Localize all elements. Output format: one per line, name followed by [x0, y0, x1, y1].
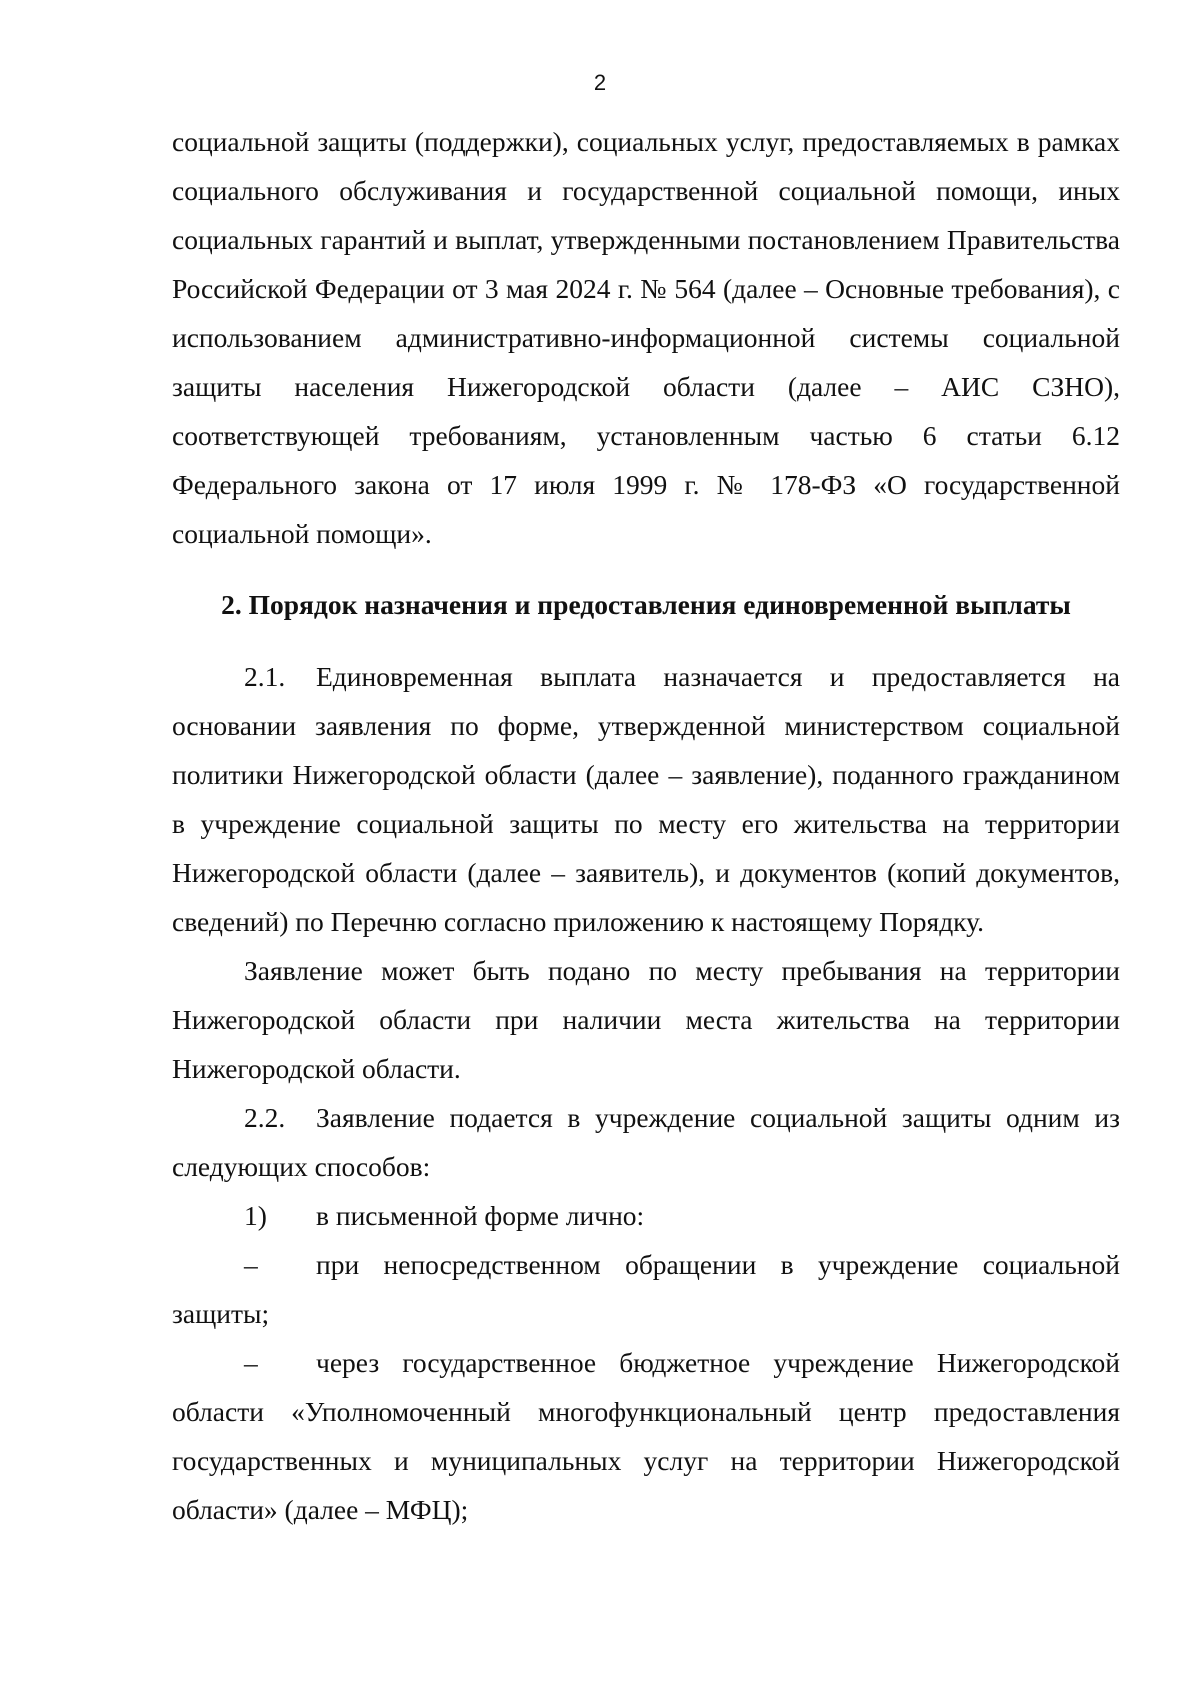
clause-number: 2.1. — [244, 661, 286, 692]
clause-text: Заявление подается в учреждение социальной защиты одним из следующих способов: — [172, 1102, 1120, 1182]
paragraph-2-2 — [172, 1093, 1120, 1191]
list-item-1 — [172, 1191, 1120, 1240]
dash-item-text: через государственное бюджетное учреждение Нижегородской области «Уполномоченный многофункциональный центр предоставления государственных и муниципальных услуг на территории Нижегородской области» (далее – МФЦ); — [172, 1347, 1120, 1525]
paragraph-place-of-stay: Заявление может быть подано по месту пребывания на территории Нижегородской области при наличии места жительства на территории Нижегородской области. — [172, 955, 1120, 1084]
list-item-text: в письменной форме лично: — [316, 1200, 645, 1231]
clause-text: Единовременная выплата назначается и предоставляется на основании заявления по форме, утвержденной министерством социальной политики Нижегородской области (далее – заявление), поданного гражданином в учреждение социальной защиты по месту его жительства на территории Нижегородской области (далее – заявитель), и документов (копий документов, сведений) по Перечню согласно приложению к настоящему Порядку. — [172, 661, 1120, 937]
dash-item-2 — [172, 1338, 1120, 1534]
document-body — [172, 117, 1120, 1534]
dash-marker: – — [244, 1249, 258, 1280]
dash-item-text: при непосредственном обращении в учреждение социальной защиты; — [172, 1249, 1120, 1329]
paragraph-continuation: социальной защиты (поддержки), социальных услуг, предоставляемых в рамках социального обслуживания и государственной социальной помощи, иных социальных гарантий и выплат, утвержденными постановлением Правительства Российской Федерации от 3 мая 2024 г. № 564 (далее – Основные требования), с использованием административно-информационной системы социальной защиты населения Нижегородской области (далее – АИС СЗНО), соответствующей требованиям, установленным частью 6 статьи 6.12 Федерального закона от 17 июля 1999 г. № 178-ФЗ «О государственной социальной помощи». — [172, 126, 1120, 549]
page-number: 2 — [593, 70, 607, 95]
dash-marker: – — [244, 1347, 258, 1378]
paragraph-2-1 — [172, 652, 1120, 946]
clause-number: 2.2. — [244, 1102, 286, 1133]
list-marker: 1) — [244, 1200, 267, 1231]
section-heading: 2. Порядок назначения и предоставления единовременной выплаты — [221, 589, 1071, 620]
dash-item-1 — [172, 1240, 1120, 1338]
